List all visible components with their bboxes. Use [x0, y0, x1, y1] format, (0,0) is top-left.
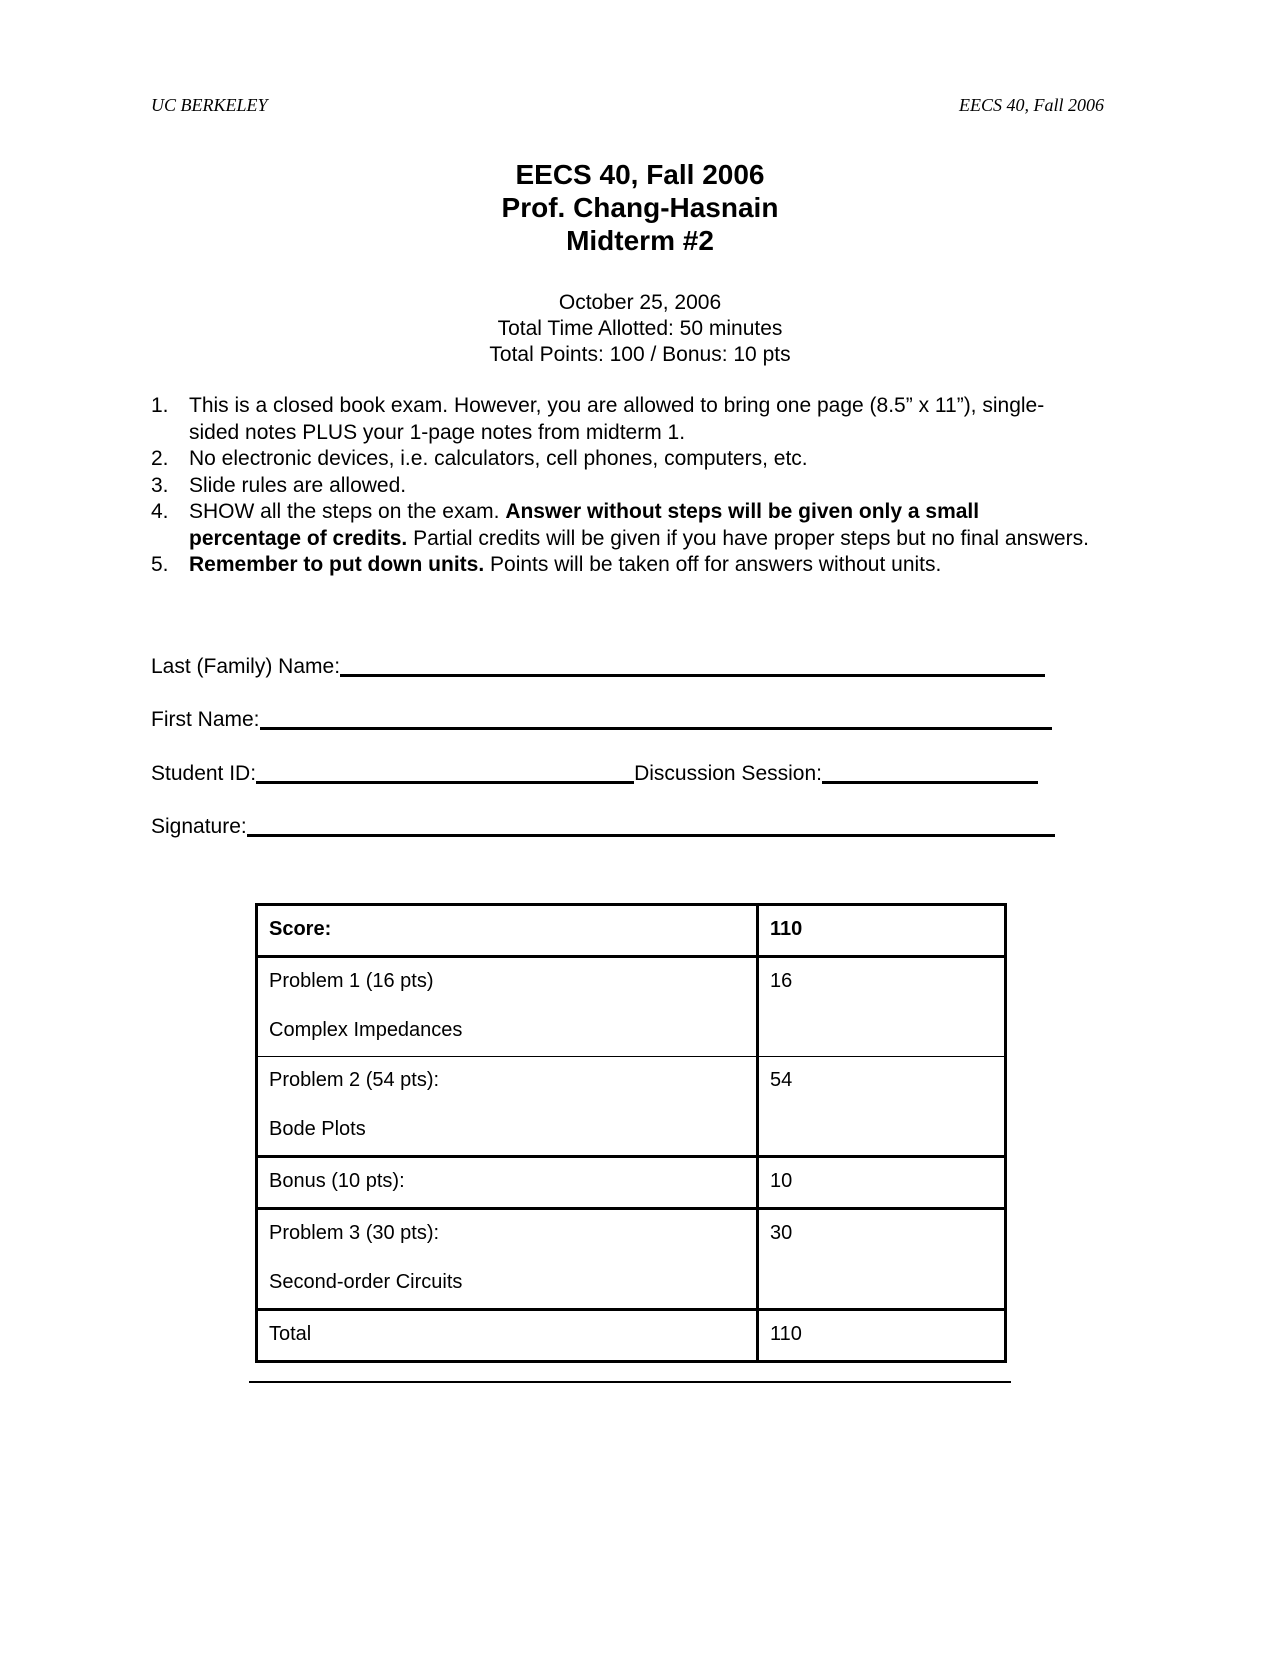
signature-input[interactable]	[247, 812, 1055, 837]
exam-date: October 25, 2006	[558, 291, 722, 314]
last-name-input[interactable]	[340, 652, 1045, 677]
student-id-input[interactable]	[256, 759, 634, 784]
problem3-score: 30	[758, 1209, 1006, 1260]
rule-text: SHOW all the steps on the exam.	[189, 500, 506, 523]
problem2-score: 54	[758, 1057, 1006, 1107]
course-title: EECS 40, Fall 2006	[515, 159, 765, 190]
exam-name: Midterm #2	[566, 225, 714, 256]
score-header-value: 110	[758, 905, 1006, 957]
rule-number: 5.	[151, 553, 169, 576]
score-header-label: Score:	[257, 905, 758, 957]
discussion-label: Discussion Session:	[634, 762, 822, 785]
rule-number: 1.	[151, 394, 169, 417]
total-score: 110	[758, 1310, 1006, 1362]
table-row	[257, 1157, 1006, 1209]
table-row	[257, 905, 1006, 957]
problem3-title: Problem 3 (30 pts):	[257, 1209, 758, 1260]
discussion-input[interactable]	[822, 759, 1038, 784]
score-table	[255, 903, 1007, 1363]
rule-text: Partial credits will be given if you have proper steps but no final answers.	[407, 526, 1089, 550]
rule-text: No electronic devices, i.e. calculators, cell phones, computers, etc.	[189, 447, 808, 470]
student-id-label: Student ID:	[151, 762, 257, 785]
exam-rules	[151, 393, 1091, 579]
first-name-label: First Name:	[151, 708, 260, 731]
problem3-empty-cell	[758, 1259, 1006, 1310]
table-double-rule	[249, 1381, 1011, 1383]
rule-number: 4.	[151, 500, 169, 523]
rule-text: This is a closed book exam. However, you are allowed to bring one page (8.5” x 11”), single-sided notes PLUS your 1-page notes from midterm 1.	[189, 394, 1045, 444]
rule-number: 3.	[151, 473, 169, 497]
problem1-empty-cell	[758, 1007, 1006, 1057]
problem3-topic: Second-order Circuits	[257, 1259, 758, 1310]
problem2-empty-cell	[758, 1106, 1006, 1157]
problem1-score: 16	[758, 957, 1006, 1008]
total-label: Total	[257, 1310, 758, 1362]
bonus-title: Bonus (10 pts):	[257, 1157, 758, 1209]
rule-item	[151, 552, 1091, 579]
title-block	[0, 158, 1280, 257]
header-course: EECS 40, Fall 2006	[959, 95, 1104, 115]
table-row	[257, 1209, 1006, 1260]
professor-name: Prof. Chang-Hasnain	[501, 192, 779, 223]
rule-emphasis: Remember to put down units.	[189, 553, 485, 576]
rule-text: Points will be taken off for answers without units.	[484, 553, 942, 576]
last-name-field	[151, 652, 1045, 679]
signature-field	[151, 812, 1055, 839]
header-institution: UC BERKELEY	[151, 95, 268, 115]
bonus-score: 10	[758, 1157, 1006, 1209]
signature-label: Signature:	[151, 815, 247, 838]
table-row	[257, 1259, 1006, 1310]
table-row	[257, 1106, 1006, 1157]
last-name-label: Last (Family) Name:	[151, 655, 341, 678]
rule-item	[151, 499, 1091, 552]
rule-item	[151, 393, 1091, 446]
table-row	[257, 957, 1006, 1008]
table-row	[257, 1310, 1006, 1362]
first-name-field	[151, 705, 1052, 732]
rule-item	[151, 473, 1091, 500]
rule-text: Slide rules are allowed.	[189, 473, 407, 497]
rule-number: 2.	[151, 447, 169, 470]
first-name-input[interactable]	[260, 705, 1052, 730]
exam-points: Total Points: 100 / Bonus: 10 pts	[489, 343, 791, 366]
exam-info	[0, 290, 1280, 368]
problem1-title: Problem 1 (16 pts)	[257, 957, 758, 1008]
rule-item	[151, 446, 1091, 473]
rule-emphasis: Answer without steps will be given only a small percentage of credits.	[189, 500, 980, 550]
exam-time: Total Time Allotted: 50 minutes	[497, 317, 783, 340]
table-row	[257, 1007, 1006, 1057]
problem2-title: Problem 2 (54 pts):	[257, 1057, 758, 1107]
problem2-topic: Bode Plots	[257, 1106, 758, 1157]
problem1-topic: Complex Impedances	[257, 1007, 758, 1057]
table-row	[257, 1057, 1006, 1107]
student-id-field	[151, 759, 1038, 786]
